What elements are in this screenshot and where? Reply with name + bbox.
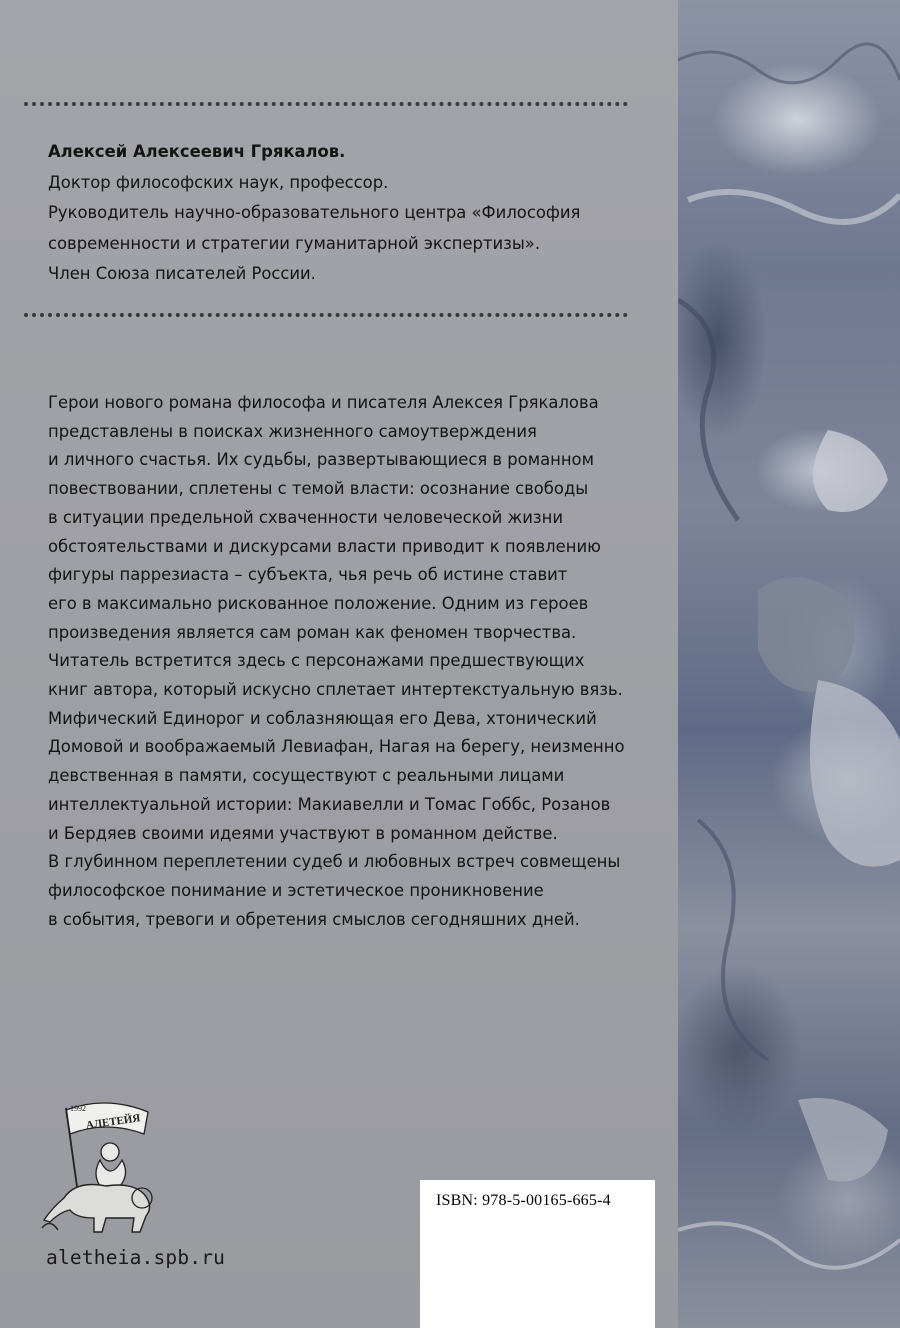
aletheia-logo-icon <box>36 1090 164 1240</box>
annotation-line: интеллектуальной истории: Макиавелли и Томас Гоббс, Розанов <box>48 794 611 814</box>
author-bio-line: Член Союза писателей России. <box>48 264 316 284</box>
ornament-photo-image <box>678 0 900 1328</box>
logo-year: 1992 <box>70 1104 86 1113</box>
book-annotation <box>48 389 688 934</box>
annotation-line: Мифический Единорог и соблазняющая его Дева, хтонический <box>48 708 597 728</box>
spine-photo-strip <box>678 0 900 1328</box>
author-name: Алексей Алексеевич Грякалов. <box>48 142 346 161</box>
annotation-line: повествовании, сплетены с темой власти: осознание свободы <box>48 479 589 499</box>
annotation-line: В глубинном переплетении судеб и любовных встреч совмещены <box>48 852 621 872</box>
annotation-line: Домовой и воображаемый Левиафан, Нагая на берегу, неизменно <box>48 737 625 757</box>
annotation-line: девственная в памяти, сосуществуют с реальными лицами <box>48 766 565 786</box>
author-bio-line: Доктор философских наук, профессор. <box>48 172 389 192</box>
middle-dotted-rule <box>24 313 628 317</box>
top-dotted-rule <box>24 102 628 106</box>
annotation-line: книг автора, который искусно сплетает интертекстуальную вязь. <box>48 680 623 700</box>
logo-name: АЛЕТЕЙЯ <box>85 1112 142 1132</box>
author-bio <box>48 137 648 290</box>
annotation-line: произведения является сам роман как феномен творчества. <box>48 622 577 642</box>
annotation-line: и Бердяев своими идеями участвуют в романном действе. <box>48 823 558 843</box>
isbn-barcode-box <box>420 1180 655 1328</box>
annotation-line: представлены в поисках жизненного самоутверждения <box>48 421 537 441</box>
annotation-line: Герои нового романа философа и писателя Алексея Грякалова <box>48 393 599 412</box>
annotation-line: философское понимание и эстетическое проникновение <box>48 880 544 900</box>
annotation-line: Читатель встретится здесь с персонажами предшествующих <box>48 651 585 671</box>
annotation-line: и личного счастья. Их судьбы, развертывающиеся в романном <box>48 450 594 470</box>
annotation-line: в ситуации предельной схваченности человеческой жизни <box>48 507 564 527</box>
publisher-website: aletheia.spb.ru <box>46 1246 226 1269</box>
annotation-line: обстоятельствами и дискурсами власти приводит к появлению <box>48 536 601 556</box>
annotation-line: фигуры паррезиаста – субъекта, чья речь об истине ставит <box>48 565 568 585</box>
annotation-line: в события, тревоги и обретения смыслов сегодняшних дней. <box>48 909 580 929</box>
isbn-number: ISBN: 978-5-00165-665-4 <box>436 1192 611 1209</box>
author-bio-line: современности и стратегии гуманитарной экспертизы». <box>48 233 541 253</box>
annotation-line: его в максимально рискованное положение. Одним из героев <box>48 593 589 613</box>
author-bio-line: Руководитель научно-образовательного центра «Философия <box>48 203 581 223</box>
